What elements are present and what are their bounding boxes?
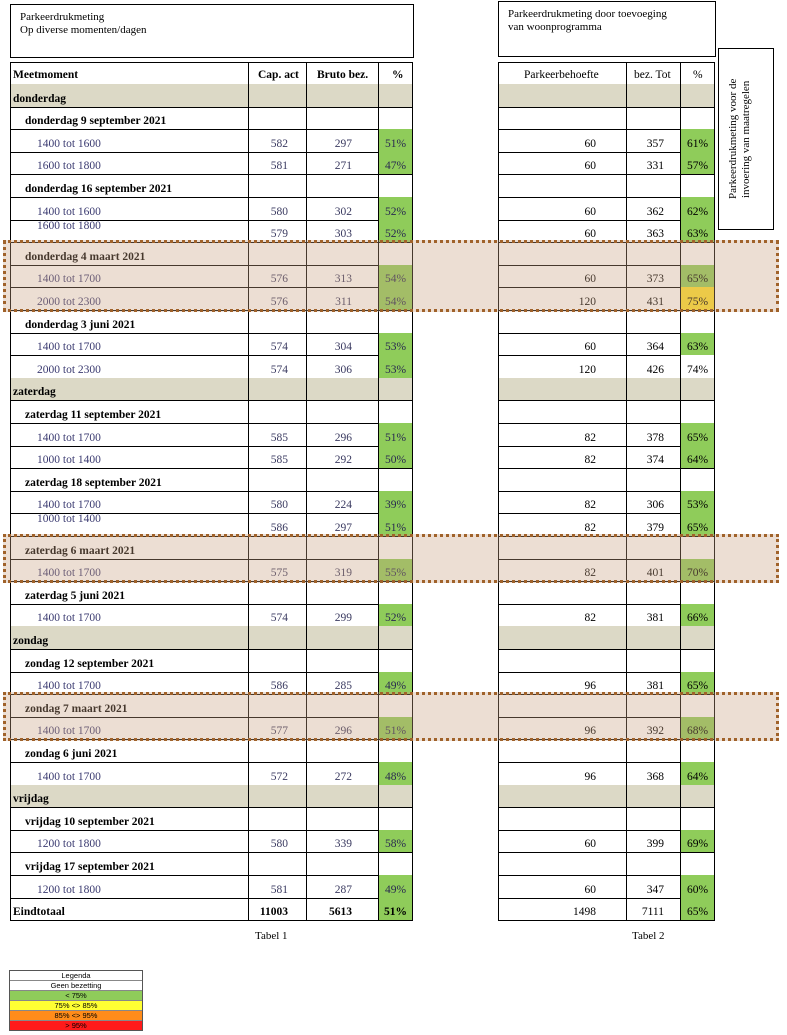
table-row (498, 717, 715, 740)
pct-cell: 47% (378, 152, 413, 175)
date-row (10, 107, 413, 130)
cap-act-cell: 572 (270, 770, 288, 783)
row-label: 1400 tot 1700 (37, 273, 101, 286)
cap-act-cell: 574 (270, 612, 288, 625)
pct-cell: 39% (378, 491, 413, 514)
row-label: zaterdag 18 september 2021 (25, 476, 162, 489)
parkeerbehoefte-cell: 82 (584, 454, 596, 467)
group-row (498, 84, 715, 107)
table-row (10, 491, 413, 514)
table-row (10, 604, 413, 627)
cap-act-cell: 580 (270, 838, 288, 851)
pct2-cell: 75% (680, 287, 715, 310)
cap-act-cell: 579 (270, 228, 288, 241)
table-row (10, 129, 413, 152)
pct-cell: 54% (378, 287, 413, 310)
parkeerbehoefte-cell: 60 (584, 228, 596, 241)
date-row (498, 581, 715, 604)
col-border (248, 62, 249, 920)
bez-tot-cell: 357 (646, 137, 664, 150)
row-label: 1400 tot 1700 (37, 680, 101, 693)
group-row (498, 785, 715, 808)
parkeerbehoefte-cell: 82 (584, 499, 596, 512)
bruto-bez-cell: 303 (334, 228, 352, 241)
col-border (714, 62, 715, 920)
cap-act-cell: 581 (270, 160, 288, 173)
cap-act-cell: 580 (270, 205, 288, 218)
cap-act-cell: 576 (270, 295, 288, 308)
bez-tot-cell: 381 (646, 680, 664, 693)
date-row (10, 310, 413, 333)
table3-title-box (718, 48, 774, 230)
table-row (10, 152, 413, 175)
row-label: vrijdag 17 september 2021 (25, 860, 155, 873)
parkeerbehoefte-cell: 60 (584, 883, 596, 896)
bez-tot-cell: 368 (646, 770, 664, 783)
bez-tot-cell: 362 (646, 205, 664, 218)
header-pct1: % (392, 69, 404, 81)
pct-cell: 48% (378, 762, 413, 785)
pct2-cell: 74% (680, 355, 715, 378)
row-label: 1600 tot 1800 (37, 160, 101, 173)
table-row (10, 559, 413, 582)
pct2-cell: 57% (680, 152, 715, 175)
row-label: 1400 tot 1700 (37, 431, 101, 444)
legend-title: Legenda (61, 971, 91, 980)
bez-tot-cell: 363 (646, 228, 664, 241)
pct2-cell: 60% (680, 875, 715, 898)
bruto-bez-cell: 272 (334, 770, 352, 783)
parkeerbehoefte-cell: 60 (584, 273, 596, 286)
bruto-bez-cell: 292 (334, 454, 352, 467)
row-border (498, 920, 715, 921)
bez-tot-cell: 431 (646, 295, 664, 308)
row-label: donderdag 9 september 2021 (25, 115, 167, 128)
table1-title-line1: Parkeerdrukmeting (20, 11, 105, 23)
table-row (498, 672, 715, 695)
cap-act-cell: 582 (270, 137, 288, 150)
date-row (10, 536, 413, 559)
table-row (498, 220, 715, 243)
table-row (498, 265, 715, 288)
col-border (680, 62, 681, 920)
row-label: zaterdag 11 september 2021 (25, 408, 162, 421)
cap-act-cell: 577 (270, 725, 288, 738)
row-label: donderdag 4 maart 2021 (25, 250, 146, 263)
date-row (498, 242, 715, 265)
col-border (10, 62, 11, 920)
pct2-cell: 65% (680, 513, 715, 536)
row-label: 1400 tot 1700 (37, 725, 101, 738)
date-row (10, 649, 413, 672)
date-row (498, 739, 715, 762)
row-label: Eindtotaal (13, 906, 65, 919)
bruto-bez-cell: 302 (334, 205, 352, 218)
bruto-bez-cell: 5613 (329, 906, 352, 919)
cap-act-cell: 574 (270, 341, 288, 354)
cap-act-cell: 576 (270, 273, 288, 286)
bruto-bez-cell: 271 (334, 160, 352, 173)
bruto-bez-cell: 299 (334, 612, 352, 625)
date-row (10, 807, 413, 830)
pct2-cell: 66% (680, 604, 715, 627)
table-row (498, 762, 715, 785)
parkeerbehoefte-cell: 82 (584, 431, 596, 444)
bez-tot-cell: 378 (646, 431, 664, 444)
date-row (498, 852, 715, 875)
legend-item: > 95% (10, 1020, 142, 1030)
table-row (498, 446, 715, 469)
date-row (10, 242, 413, 265)
row-label: 1400 tot 1700 (37, 567, 101, 580)
bez-tot-cell: 347 (646, 883, 664, 896)
parkeerbehoefte-cell: 1498 (573, 906, 596, 919)
table-row (10, 287, 413, 310)
bez-tot-cell: 373 (646, 273, 664, 286)
header-parkeerbehoefte: Parkeerbehoefte (524, 69, 599, 81)
table-row (10, 197, 413, 220)
pct2-cell: 64% (680, 446, 715, 469)
bez-tot-cell: 331 (646, 160, 664, 173)
row-label: 1400 tot 1700 (37, 499, 101, 512)
bruto-bez-cell: 313 (334, 273, 352, 286)
cap-act-cell: 585 (270, 454, 288, 467)
table1-title-box (10, 4, 414, 58)
table-row (498, 197, 715, 220)
header-bez-tot: bez. Tot (634, 69, 671, 81)
pct2-cell: 68% (680, 717, 715, 740)
cap-act-cell: 586 (270, 680, 288, 693)
row-border (10, 62, 413, 63)
table-row (498, 355, 715, 378)
pct2-cell: 62% (680, 197, 715, 220)
cap-act-cell: 11003 (259, 906, 288, 919)
row-label: donderdag 3 juni 2021 (25, 318, 136, 331)
date-row (498, 649, 715, 672)
parkeerbehoefte-cell: 60 (584, 341, 596, 354)
row-label: vrijdag (13, 793, 49, 806)
table-row (10, 830, 413, 853)
bez-tot-cell: 374 (646, 454, 664, 467)
row-label: zaterdag 5 juni 2021 (25, 589, 125, 602)
bez-tot-cell: 306 (646, 499, 664, 512)
date-row (10, 581, 413, 604)
col-border (412, 62, 413, 920)
group-row (10, 785, 413, 808)
parkeerbehoefte-cell: 60 (584, 838, 596, 851)
pct2-cell: 53% (680, 491, 715, 514)
parkeerbehoefte-cell: 60 (584, 160, 596, 173)
group-row (10, 626, 413, 649)
pct-cell: 51% (378, 717, 413, 740)
bez-tot-cell: 426 (646, 363, 664, 376)
table-row (498, 875, 715, 898)
table-row (498, 423, 715, 446)
table2-title-box (498, 1, 716, 57)
row-label: vrijdag 10 september 2021 (25, 815, 155, 828)
row-label: 1200 tot 1800 (37, 838, 101, 851)
pct2-cell: 63% (680, 333, 715, 356)
bruto-bez-cell: 339 (334, 838, 352, 851)
pct-cell: 55% (378, 559, 413, 582)
row-label: 1400 tot 1600 (37, 137, 101, 150)
parkeerbehoefte-cell: 60 (584, 137, 596, 150)
group-row (498, 378, 715, 401)
cap-act-cell: 580 (270, 499, 288, 512)
header-cap-act: Cap. act (258, 69, 299, 81)
row-label: 1400 tot 1600 (37, 205, 101, 218)
date-row (498, 536, 715, 559)
date-row (10, 174, 413, 197)
row-label: 2000 tot 2300 (37, 295, 101, 308)
bez-tot-cell: 381 (646, 612, 664, 625)
header-meetmoment: Meetmoment (13, 69, 79, 81)
table-row (10, 333, 413, 356)
header-bruto-bez: Bruto bez. (317, 69, 369, 81)
row-label: 1600 tot 1800 (37, 219, 101, 232)
date-row (498, 310, 715, 333)
row-label: zondag (13, 634, 49, 647)
legend-item: < 75% (10, 990, 142, 1000)
pct2-cell: 64% (680, 762, 715, 785)
pct-cell: 52% (378, 197, 413, 220)
pct-cell: 51% (378, 423, 413, 446)
group-row (10, 378, 413, 401)
bez-tot-cell: 7111 (641, 906, 664, 919)
pct-cell: 53% (378, 355, 413, 378)
date-row (10, 739, 413, 762)
table1-title-line2: Op diverse momenten/dagen (20, 24, 147, 36)
table-row (10, 446, 413, 469)
row-label: zaterdag (13, 386, 56, 399)
header-pct2: % (693, 69, 703, 81)
parkeerbehoefte-cell: 120 (578, 295, 596, 308)
row-border (498, 62, 715, 63)
date-row (498, 400, 715, 423)
legend (9, 970, 143, 1031)
table-row (10, 762, 413, 785)
date-row (10, 400, 413, 423)
bruto-bez-cell: 296 (334, 431, 352, 444)
parkeerbehoefte-cell: 82 (584, 567, 596, 580)
date-row (10, 852, 413, 875)
date-row (10, 468, 413, 491)
table-row (10, 220, 413, 243)
group-row (10, 84, 413, 107)
bez-tot-cell: 401 (646, 567, 664, 580)
total-row (10, 898, 413, 921)
parkeerbehoefte-cell: 82 (584, 612, 596, 625)
group-row (498, 626, 715, 649)
table-row (498, 152, 715, 175)
pct-cell: 51% (378, 898, 413, 921)
legend-item: 75% <> 85% (10, 1000, 142, 1010)
row-label: 1200 tot 1800 (37, 883, 101, 896)
vertical-note: Parkeerdrukmeting voor de invoering van maatregelen (727, 78, 752, 200)
pct2-cell: 65% (680, 265, 715, 288)
table2-title-line2: van woonprogramma (508, 21, 602, 33)
date-row (498, 807, 715, 830)
table-row (498, 333, 715, 356)
date-row (10, 694, 413, 717)
row-label: 1000 tot 1400 (37, 454, 101, 467)
cap-act-cell: 585 (270, 431, 288, 444)
table-row (498, 491, 715, 514)
pct2-cell: 69% (680, 830, 715, 853)
col-border (498, 62, 499, 920)
table-row (10, 513, 413, 536)
cap-act-cell: 581 (270, 883, 288, 896)
legend-item: Geen bezetting (10, 980, 142, 990)
row-label: zaterdag 6 maart 2021 (25, 544, 136, 557)
row-label: 1000 tot 1400 (37, 513, 101, 526)
bruto-bez-cell: 297 (334, 137, 352, 150)
bruto-bez-cell: 319 (334, 567, 352, 580)
row-label: 1400 tot 1700 (37, 341, 101, 354)
table1 (10, 62, 413, 926)
row-label: donderdag (13, 92, 67, 105)
bruto-bez-cell: 296 (334, 725, 352, 738)
table2-caption: Tabel 2 (632, 930, 665, 942)
pct-cell: 50% (378, 446, 413, 469)
date-row (498, 468, 715, 491)
row-label: 1400 tot 1700 (37, 612, 101, 625)
table-row (10, 672, 413, 695)
table-row (10, 355, 413, 378)
date-row (498, 694, 715, 717)
pct2-cell: 65% (680, 898, 715, 921)
date-row (498, 174, 715, 197)
pct-cell: 58% (378, 830, 413, 853)
cap-act-cell: 586 (270, 521, 288, 534)
parkeerbehoefte-cell: 82 (584, 521, 596, 534)
parkeerbehoefte-cell: 120 (578, 363, 596, 376)
table1-caption: Tabel 1 (255, 930, 288, 942)
bruto-bez-cell: 311 (335, 295, 352, 308)
total-row (498, 898, 715, 921)
bruto-bez-cell: 287 (334, 883, 352, 896)
parkeerbehoefte-cell: 96 (584, 770, 596, 783)
pct2-cell: 63% (680, 220, 715, 243)
bez-tot-cell: 364 (646, 341, 664, 354)
parkeerbehoefte-cell: 96 (584, 680, 596, 693)
row-label: 2000 tot 2300 (37, 363, 101, 376)
table2-title-line1: Parkeerdrukmeting door toevoeging (508, 8, 667, 20)
table-row (498, 604, 715, 627)
row-label: zondag 7 maart 2021 (25, 702, 128, 715)
bruto-bez-cell: 285 (334, 680, 352, 693)
date-row (498, 107, 715, 130)
row-label: donderdag 16 september 2021 (25, 182, 173, 195)
table2 (498, 62, 715, 926)
pct2-cell: 65% (680, 672, 715, 695)
pct-cell: 49% (378, 875, 413, 898)
row-label: zondag 12 september 2021 (25, 657, 155, 670)
row-border (10, 920, 413, 921)
bez-tot-cell: 392 (646, 725, 664, 738)
table-row (10, 265, 413, 288)
cap-act-cell: 575 (270, 567, 288, 580)
pct-cell: 54% (378, 265, 413, 288)
table-row (498, 129, 715, 152)
pct-cell: 52% (378, 604, 413, 627)
pct-cell: 52% (378, 220, 413, 243)
bruto-bez-cell: 306 (334, 363, 352, 376)
col-border (626, 62, 627, 920)
bez-tot-cell: 379 (646, 521, 664, 534)
table-row (10, 717, 413, 740)
table-row (10, 875, 413, 898)
bruto-bez-cell: 304 (334, 341, 352, 354)
pct2-cell: 70% (680, 559, 715, 582)
bez-tot-cell: 399 (646, 838, 664, 851)
col-border (378, 62, 379, 920)
pct-cell: 49% (378, 672, 413, 695)
pct2-cell: 65% (680, 423, 715, 446)
table-row (498, 559, 715, 582)
parkeerbehoefte-cell: 96 (584, 725, 596, 738)
bruto-bez-cell: 224 (334, 499, 352, 512)
table-row (498, 287, 715, 310)
table-row (10, 423, 413, 446)
row-label: 1400 tot 1700 (37, 770, 101, 783)
parkeerbehoefte-cell: 60 (584, 205, 596, 218)
col-border (306, 62, 307, 920)
table-row (498, 513, 715, 536)
pct-cell: 51% (378, 129, 413, 152)
bruto-bez-cell: 297 (334, 521, 352, 534)
legend-item: 85% <> 95% (10, 1010, 142, 1020)
pct-cell: 51% (378, 513, 413, 536)
table-row (498, 830, 715, 853)
cap-act-cell: 574 (270, 363, 288, 376)
pct2-cell: 61% (680, 129, 715, 152)
pct-cell: 53% (378, 333, 413, 356)
row-label: zondag 6 juni 2021 (25, 747, 118, 760)
